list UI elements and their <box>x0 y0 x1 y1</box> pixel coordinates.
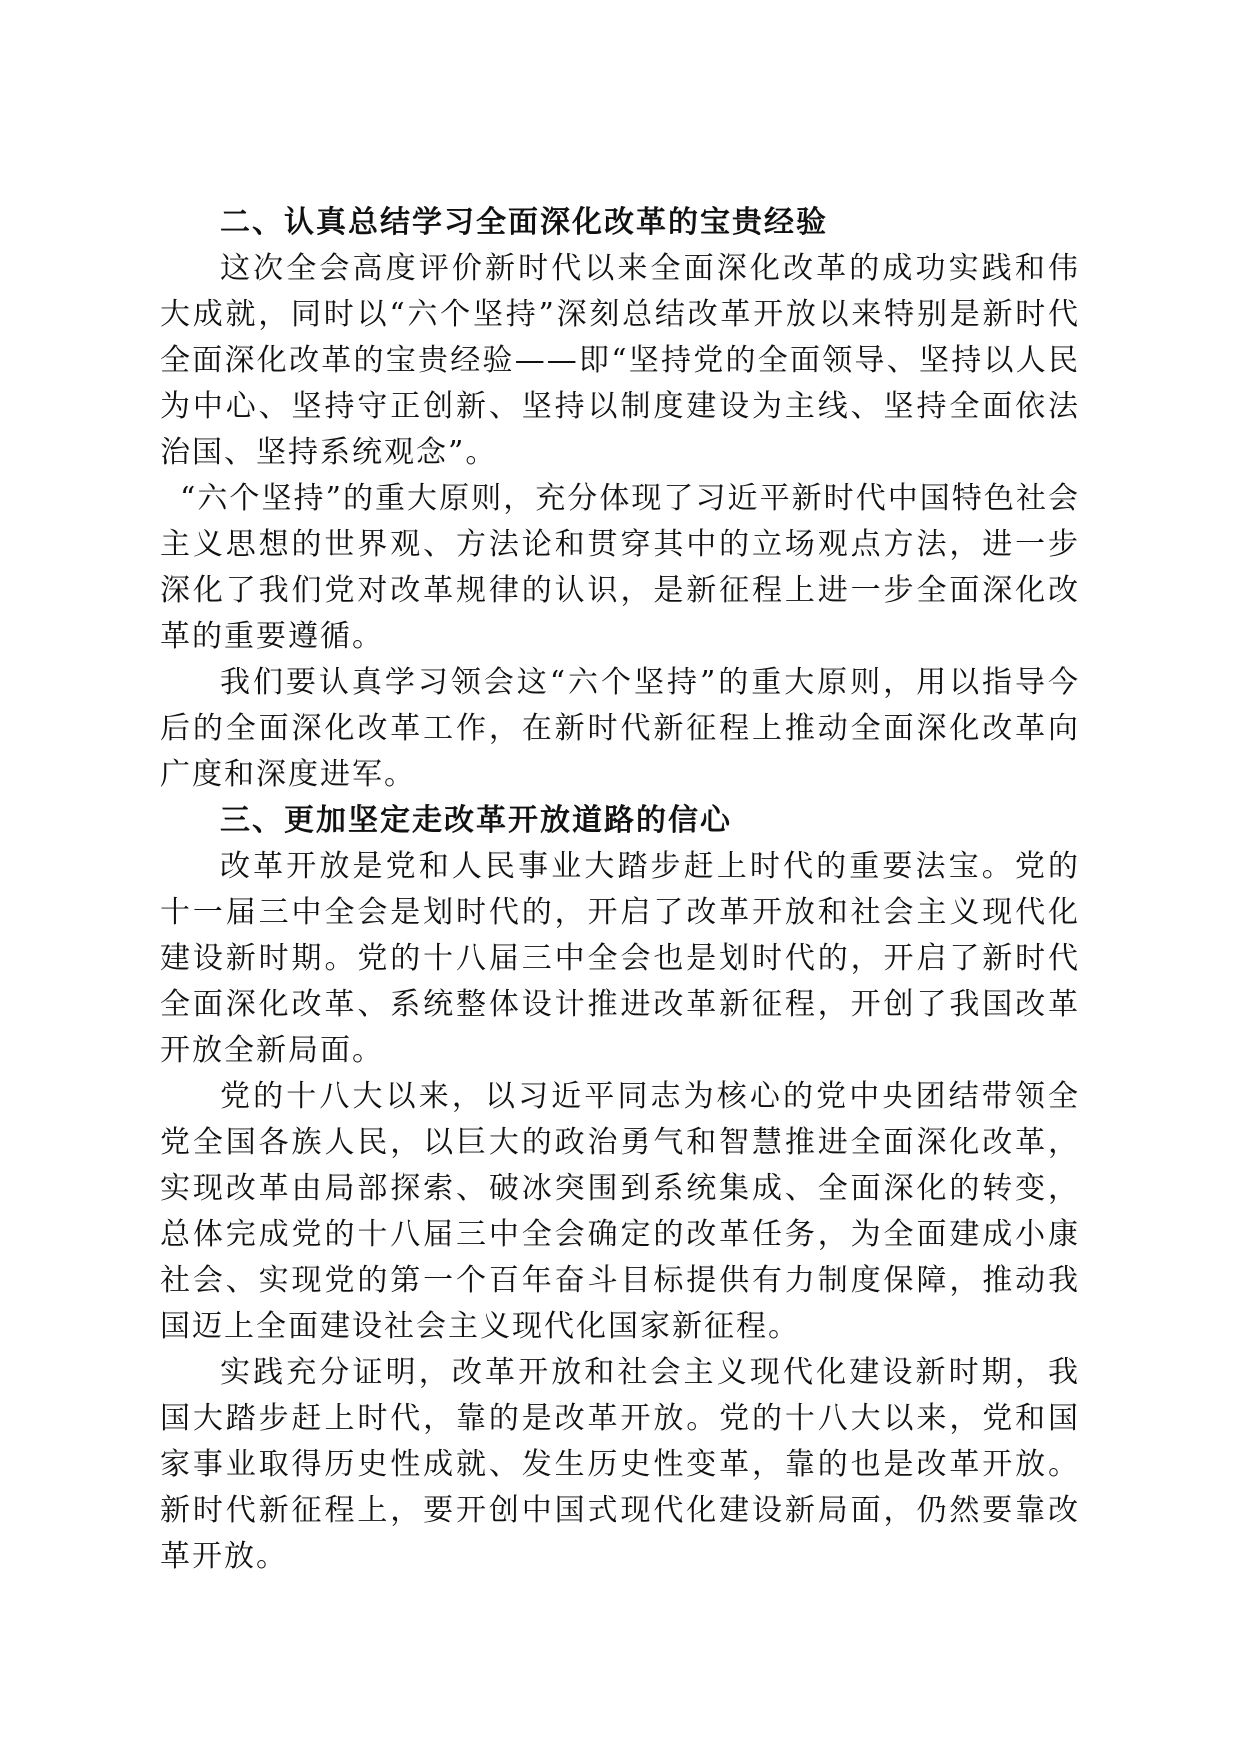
paragraph-3-1: 改革开放是党和人民事业大踏步赶上时代的重要法宝。党的十一届三中全会是划时代的，开启了改革开放和社会主义现代化建设新时期。党的十八届三中全会也是划时代的，开启了新时代全面深化改革、系统整体设计推进改革新征程，开创了我国改革开放全新局面。 <box>160 849 1080 1068</box>
paragraph-2-3: 我们要认真学习领会这“六个坚持”的重大原则，用以指导今后的全面深化改革工作，在新时代新征程上推动全面深化改革向广度和深度进军。 <box>160 665 1080 792</box>
section-heading-3: 三、更加坚定走改革开放道路的信心 <box>220 803 732 838</box>
document-body <box>160 200 1080 1580</box>
paragraph-2-1: 这次全会高度评价新时代以来全面深化改革的成功实践和伟大成就，同时以“六个坚持”深刻总结改革开放以来特别是新时代全面深化改革的宝贵经验——即“坚持党的全面领导、坚持以人民为中心、坚持守正创新、坚持以制度建设为主线、坚持全面依法治国、坚持系统观念”。 <box>160 251 1080 470</box>
paragraph-3-2: 党的十八大以来，以习近平同志为核心的党中央团结带领全党全国各族人民，以巨大的政治勇气和智慧推进全面深化改革，实现改革由局部探索、破冰突围到系统集成、全面深化的转变，总体完成党的十八届三中全会确定的改革任务，为全面建成小康社会、实现党的第一个百年奋斗目标提供有力制度保障，推动我国迈上全面建设社会主义现代化国家新征程。 <box>160 1079 1080 1344</box>
section-heading-2: 二、认真总结学习全面深化改革的宝贵经验 <box>220 205 828 240</box>
paragraph-2-2: “六个坚持”的重大原则，充分体现了习近平新时代中国特色社会主义思想的世界观、方法论和贯穿其中的立场观点方法，进一步深化了我们党对改革规律的认识，是新征程上进一步全面深化改革的重要遵循。 <box>160 481 1080 654</box>
paragraph-3-3: 实践充分证明，改革开放和社会主义现代化建设新时期，我国大踏步赶上时代，靠的是改革开放。党的十八大以来，党和国家事业取得历史性成就、发生历史性变革，靠的也是改革开放。新时代新征程上，要开创中国式现代化建设新局面，仍然要靠改革开放。 <box>160 1355 1080 1574</box>
